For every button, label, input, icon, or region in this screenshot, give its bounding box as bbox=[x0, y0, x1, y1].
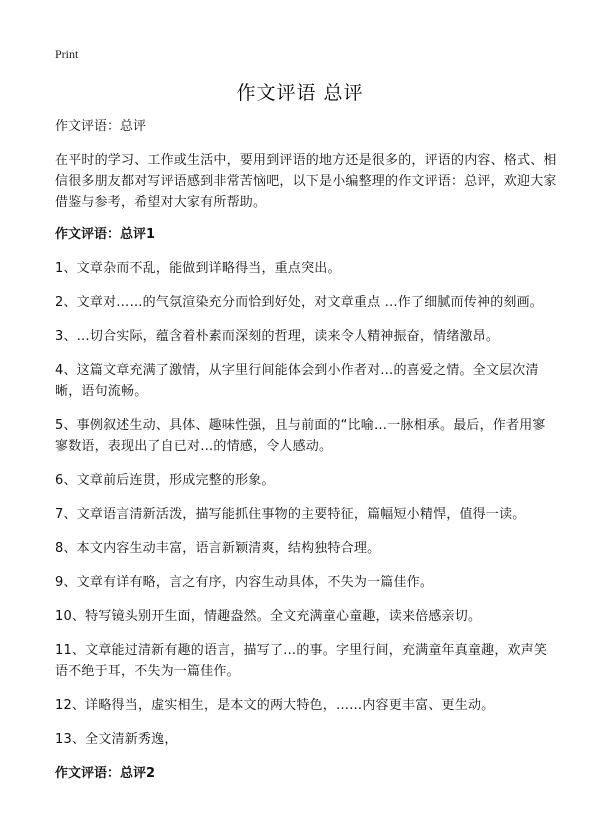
comment-item: 5、事例叙述生动、具体、趣味性强，且与前面的“比喻…一脉相承。最后，作者用寥寥数语，表现出了自已对…的情感，令人感动。 bbox=[55, 418, 546, 454]
comment-item: 9、文章有详有略，言之有序，内容生动具体，不失为一篇佳作。 bbox=[55, 575, 434, 590]
comment-item: 6、文章前后连贯，形成完整的形象。 bbox=[55, 473, 275, 488]
comment-item: 3、…切合实际，蕴含着朴素而深刻的哲理，读来令人精神振奋，情绪激昂。 bbox=[55, 329, 500, 344]
document-body bbox=[55, 116, 557, 797]
comment-item: 1、文章杂而不乱，能做到详略得当，重点突出。 bbox=[55, 261, 341, 276]
section-heading-2: 作文评语：总评2 bbox=[55, 766, 156, 781]
comment-item: 13、全文清新秀逸， bbox=[55, 732, 178, 747]
print-label: Print bbox=[55, 47, 79, 61]
comment-item: 11、文章能过清新有趣的语言，描写了…的事。字里行间，充满童年真童趣，欢声笑语不绝于耳，不失为一篇佳作。 bbox=[55, 643, 548, 679]
section-heading-1: 作文评语：总评1 bbox=[55, 227, 156, 242]
comment-item: 12、详略得当，虚实相生，是本文的两大特色，……内容更丰富、更生动。 bbox=[55, 698, 495, 713]
comment-item: 4、这篇文章充满了激情，从字里行间能体会到小作者对…的喜爱之情。全文层次清晰，语句流畅。 bbox=[55, 363, 539, 399]
intro-paragraph: 在平时的学习、工作或生活中，要用到评语的地方还是很多的，评语的内容、格式、相信很多朋友都对写评语感到非常苦恼吧，以下是小编整理的作文评语：总评，欢迎大家借鉴与参考，希望对大家有所帮助。 bbox=[55, 153, 557, 210]
comment-item: 2、文章对……的气氛渲染充分而恰到好处，对文章重点 …作了细腻而传神的刻画。 bbox=[55, 295, 544, 310]
comment-item: 7、文章语言清新活泼，描写能抓住事物的主要特征，篇幅短小精悍，值得一读。 bbox=[55, 507, 526, 522]
comment-item: 10、特写镜头别开生面，情趣盎然。全文充满童心童趣，读来倍感亲切。 bbox=[55, 609, 482, 624]
comment-item: 8、本文内容生动丰富，语言新颖清爽，结构独特合理。 bbox=[55, 541, 381, 556]
document-subtitle: 作文评语：总评 bbox=[55, 119, 147, 134]
page-title: 作文评语 总评 bbox=[236, 82, 364, 104]
